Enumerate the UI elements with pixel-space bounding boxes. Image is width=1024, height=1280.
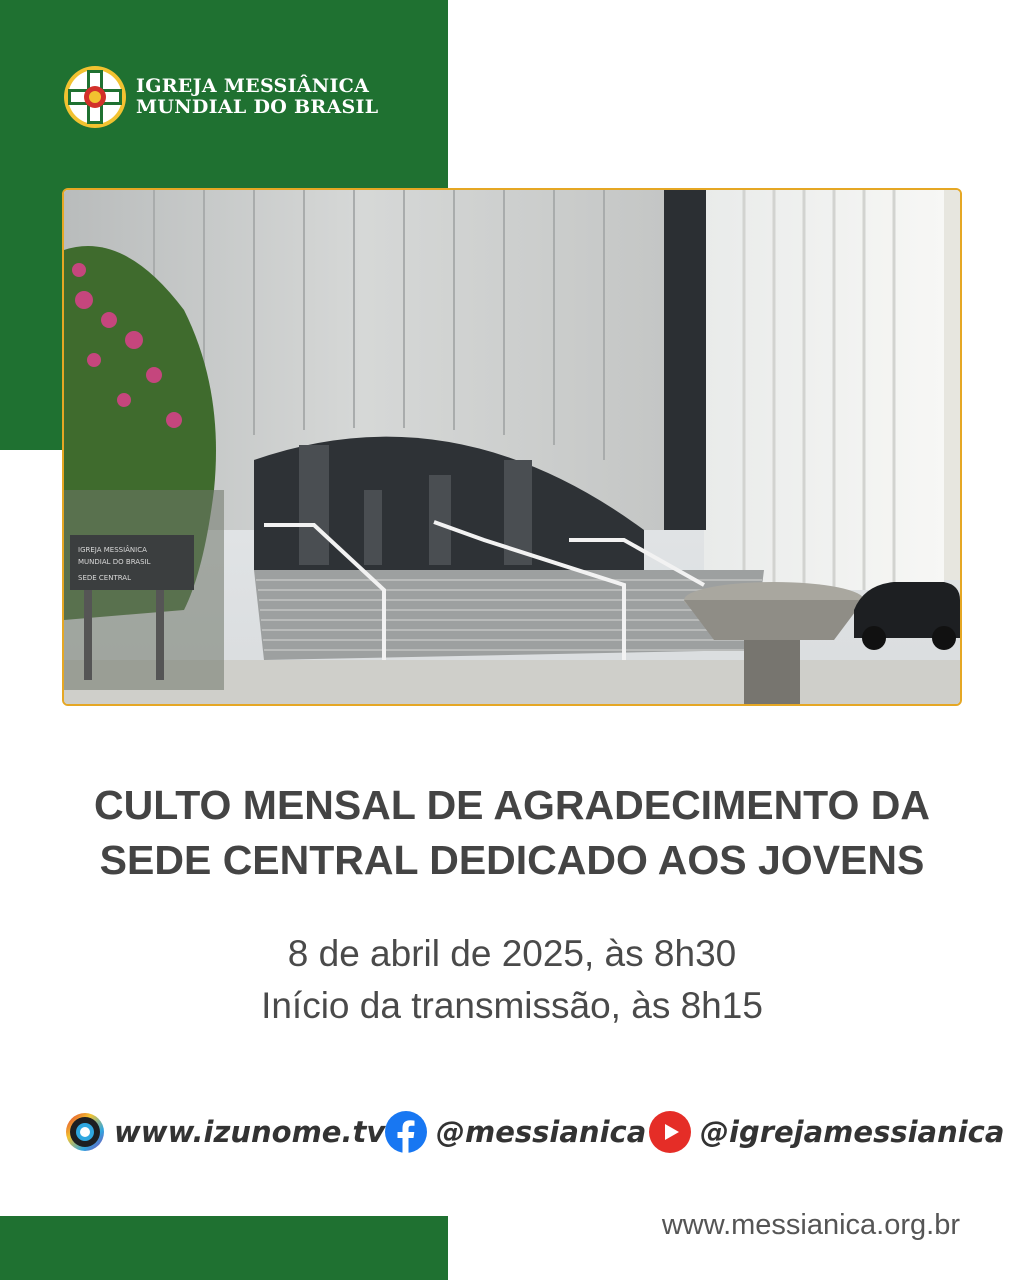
event-title-line2: SEDE CENTRAL DEDICADO AOS JOVENS <box>99 837 925 883</box>
sign-text-line3: SEDE CENTRAL <box>78 574 131 582</box>
youtube-label[interactable]: @igrejamessianica <box>700 1115 1005 1149</box>
youtube-icon <box>648 1110 692 1154</box>
building-illustration <box>64 190 960 704</box>
event-date: 8 de abril de 2025, às 8h30 <box>287 933 737 974</box>
church-name <box>136 76 378 118</box>
sign-text-line1: IGREJA MESSIÂNICA <box>78 546 147 554</box>
social-links <box>0 1108 1024 1156</box>
green-footer-block <box>0 1216 448 1280</box>
church-name-line1: IGREJA MESSIÂNICA <box>136 75 370 97</box>
event-title <box>0 778 1024 888</box>
event-details <box>0 928 1024 1032</box>
sign-text-line2: MUNDIAL DO BRASIL <box>78 558 151 566</box>
church-emblem-icon <box>62 64 128 130</box>
event-title-line1: CULTO MENSAL DE AGRADECIMENTO DA <box>94 782 930 828</box>
church-logo <box>62 64 378 130</box>
website-link[interactable]: www.messianica.org.br <box>661 1209 960 1241</box>
social-youtube[interactable] <box>648 1108 1004 1156</box>
church-name-line2: MUNDIAL DO BRASIL <box>136 96 379 118</box>
event-stream-time: Início da transmissão, às 8h15 <box>261 985 763 1026</box>
social-izunome[interactable] <box>64 1108 385 1156</box>
izunome-icon <box>64 1111 106 1153</box>
facebook-label[interactable]: @messianica <box>436 1115 647 1149</box>
facebook-icon <box>384 1110 428 1154</box>
izunome-label[interactable]: www.izunome.tv <box>114 1115 386 1149</box>
headquarters-photo <box>62 188 962 706</box>
social-facebook[interactable] <box>384 1108 646 1156</box>
